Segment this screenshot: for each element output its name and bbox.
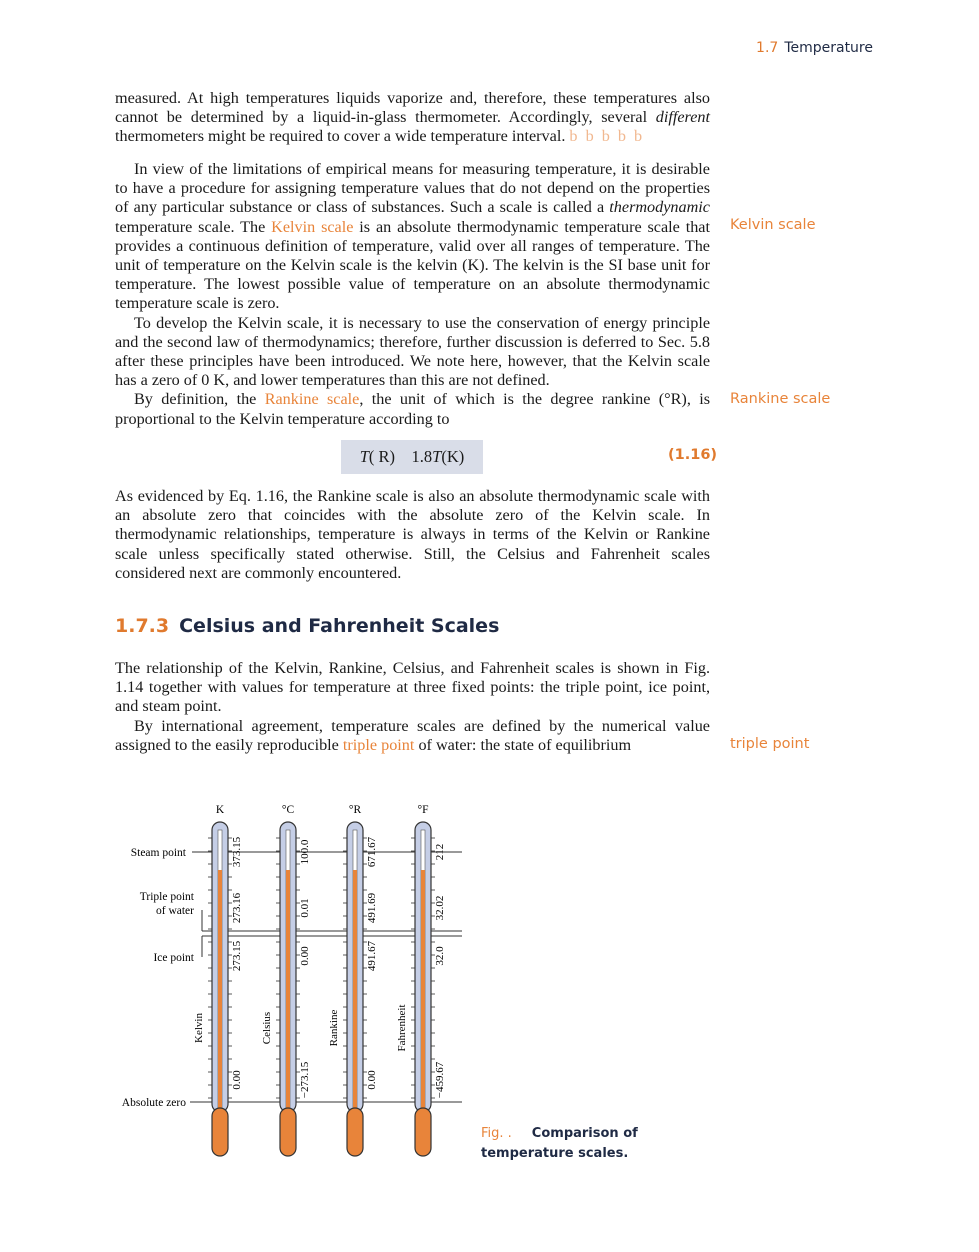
- thermometer-fahrenheit: [396, 804, 446, 1156]
- unit-label: °F: [417, 804, 429, 816]
- eq-lhs-unit: ( R): [368, 447, 396, 466]
- header-title: Temperature: [784, 40, 873, 56]
- p1-text-a: measured. At high temperatures liquids vaporize and, therefore, these temperatures also cannot be determined by a liquid-in-glass thermometer. Accordingly, several: [115, 89, 710, 127]
- equation-number: (1.16): [668, 447, 718, 463]
- bulb: [280, 1108, 296, 1156]
- p1-emphasis: different: [655, 108, 710, 127]
- body-block-2: [115, 160, 710, 429]
- mercury-column: [353, 870, 357, 1114]
- equation-box: [341, 440, 483, 474]
- value-ice: 0.00: [299, 946, 311, 966]
- triple-point-term: triple point: [342, 735, 415, 754]
- eq-rhs-unit: (K): [441, 447, 465, 466]
- running-header: [756, 40, 873, 56]
- thermometer-rankine: [328, 804, 378, 1156]
- value-steam: 671.67: [366, 836, 378, 868]
- p4-text-b: , the unit of which is the degree rankine (°R), is proportional to the Kelvin temperature according to: [115, 390, 711, 428]
- thermometers: [193, 804, 446, 1156]
- mercury-column: [421, 870, 425, 1114]
- scale-name: Rankine: [328, 1009, 340, 1047]
- scale-name: Celsius: [261, 1011, 273, 1045]
- caption-text-1: Comparison of: [531, 1126, 638, 1141]
- tube: [280, 822, 296, 1112]
- capillary: [353, 830, 357, 1114]
- tube: [415, 822, 431, 1112]
- p1-text-b: thermometers might be required to cover a wide temperature interval.: [115, 127, 566, 146]
- scale-name: Fahrenheit: [396, 1004, 408, 1052]
- value-zero: 0.00: [366, 1070, 378, 1090]
- p1-faded-glyphs: b b b b b: [569, 127, 645, 146]
- p5-text: As evidenced by Eq. 1.16, the Rankine scale is also an absolute thermodynamic scale with an absolute zero that coincides with the absolute zero of the Kelvin scale. In thermodynamic relationships, temperature is always in terms of the Kelvin or Rankine scale unless specifically stated otherwise. Still, the Celsius and Fahrenheit scales considered next are commonly encountered.: [115, 487, 710, 582]
- fixed-point-lines: [190, 852, 462, 1102]
- p7-text-b: of water: the state of equilibrium: [414, 735, 632, 754]
- value-ice: 273.15: [231, 940, 243, 972]
- eq-lhs-var: T: [359, 447, 369, 466]
- tube: [347, 822, 363, 1112]
- paragraph-2: [115, 160, 710, 314]
- value-ice: 32.0: [434, 946, 446, 966]
- value-triple: 491.69: [366, 892, 378, 924]
- p2-text-a: In view of the limitations of empirical means for measuring temperature, it is desirable to have a procedure for assigning temperature values that do not depend on the properties of any particular substance or class of substances. Such a scale is called a: [115, 160, 710, 217]
- section-heading: [115, 615, 499, 637]
- paragraph-3: To develop the Kelvin scale, it is necessary to use the conservation of energy principle and the second law of thermodynamics; therefore, further discussion is deferred to Sec. 5.8 after these principles have been introduced. We note here, however, that the Kelvin scale has a zero of 0 K, and lower temperatures than this are not defined.: [115, 313, 710, 390]
- unit-label: °C: [281, 804, 295, 816]
- figure-label: Fig. .: [481, 1126, 512, 1141]
- rankine-scale-term: Rankine scale: [264, 390, 360, 409]
- p2-text-c: is an absolute thermodynamic temperature scale that provides a continuous definition of temperature, valid over all ranges of temperature. The unit of temperature on the Kelvin scale is the kelvin (K). The kelvin is the SI base unit for temperature. The lowest possible value of temperature on an absolute thermodynamic temperature scale is zero.: [115, 217, 710, 313]
- tube: [212, 822, 228, 1112]
- bulb: [212, 1108, 228, 1156]
- thermometer-celsius: [261, 804, 311, 1156]
- value-steam: 212: [434, 843, 446, 861]
- value-zero: 0.00: [231, 1070, 243, 1090]
- margin-note-triple-point: triple point: [730, 736, 810, 752]
- value-steam: 100.0: [299, 839, 311, 865]
- paragraph-1: [115, 89, 710, 147]
- triple-point-label-line2: of water: [156, 905, 194, 917]
- eq-rhs-var: T: [432, 447, 442, 466]
- p2-emphasis: thermodynamic: [609, 198, 710, 217]
- section-number: 1.7.3: [115, 615, 170, 637]
- value-triple: 32.02: [434, 895, 446, 921]
- eq-rhs-coef: 1.8: [411, 447, 433, 466]
- bulb: [415, 1108, 431, 1156]
- value-steam: 373.15: [231, 836, 243, 868]
- ice-point-label: Ice point: [153, 952, 194, 964]
- absolute-zero-label: Absolute zero: [121, 1097, 186, 1109]
- mercury-column: [286, 870, 290, 1114]
- value-triple: 0.01: [299, 898, 311, 918]
- value-zero: −273.15: [299, 1061, 311, 1099]
- paragraph-5: [115, 487, 710, 583]
- triple-point-label-line1: Triple point: [139, 891, 194, 903]
- point-labels: [122, 847, 195, 1109]
- header-section-number: 1.7: [756, 40, 779, 56]
- capillary: [218, 830, 222, 1114]
- value-triple: 273.16: [231, 892, 243, 924]
- margin-note-kelvin-scale: Kelvin scale: [730, 217, 816, 233]
- figure-caption: [481, 1124, 638, 1164]
- unit-label: K: [215, 804, 225, 816]
- mercury-column: [218, 870, 222, 1114]
- margin-note-rankine-scale: Rankine scale: [730, 391, 831, 407]
- p2-text-b: temperature scale. The: [115, 217, 272, 236]
- value-zero: −459.67: [434, 1061, 446, 1099]
- paragraph-7: [115, 717, 710, 755]
- p7-text-a: By international agreement, temperature scales are defined by the numerical value assigned to the easily reproducible: [115, 716, 710, 754]
- kelvin-scale-term: Kelvin scale: [271, 217, 354, 236]
- steam-point-label: Steam point: [130, 847, 186, 859]
- paragraph-6: The relationship of the Kelvin, Rankine, Celsius, and Fahrenheit scales is shown in Fig. 1.14 together with values for temperature at three fixed points: the triple point, ice point, and steam point.: [115, 659, 710, 716]
- capillary: [286, 830, 290, 1114]
- value-ice: 491.67: [366, 940, 378, 972]
- capillary: [421, 830, 425, 1114]
- p4-text-a: By definition, the: [134, 390, 265, 409]
- section-title: Celsius and Fahrenheit Scales: [179, 615, 500, 637]
- body-block-3: [115, 659, 710, 755]
- bulb: [347, 1108, 363, 1156]
- paragraph-4: [115, 390, 710, 428]
- scale-name: Kelvin: [193, 1013, 205, 1043]
- unit-label: °R: [348, 804, 362, 816]
- caption-text-2: temperature scales.: [481, 1146, 629, 1161]
- thermometer-kelvin: [193, 804, 243, 1156]
